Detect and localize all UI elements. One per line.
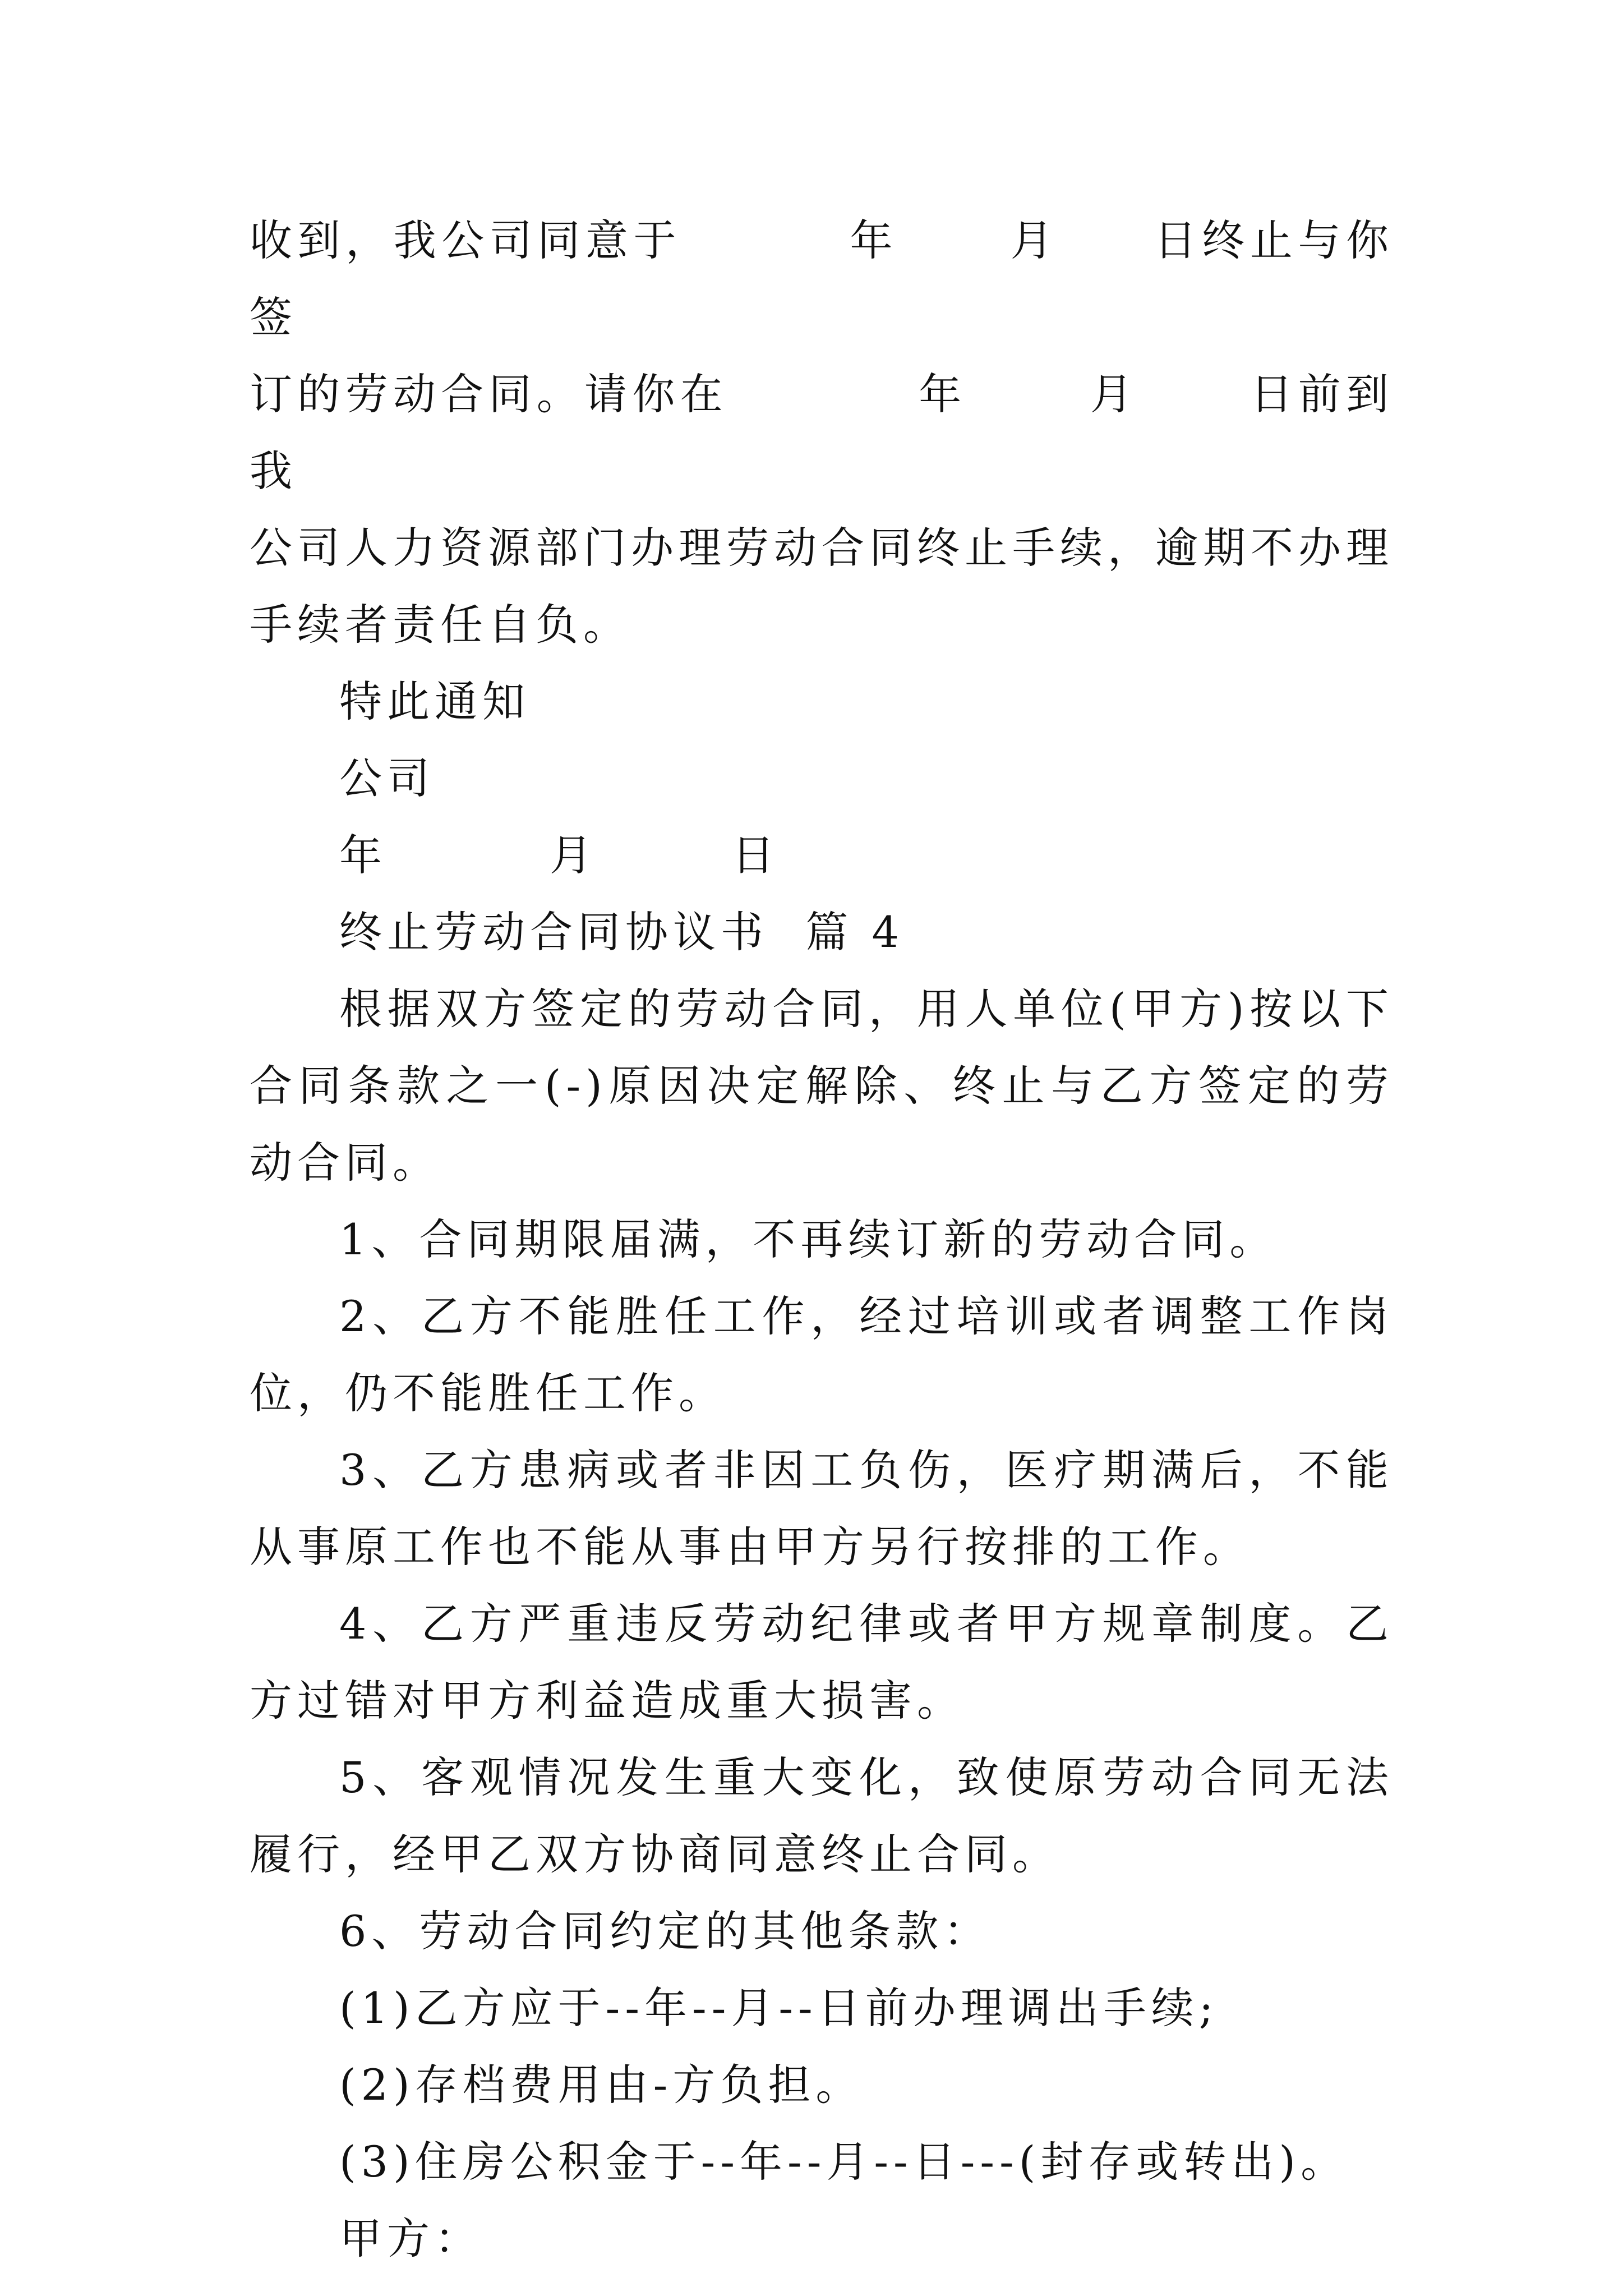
clause-item-6: 6、劳动合同约定的其他条款： — [339, 1906, 992, 1956]
notice-company: 公司 — [339, 753, 435, 803]
clause-item-5: 5、客观情况发生重大变化，致使原劳动合同无法履行，经甲乙双方协商同意终止合同。 — [250, 1752, 1394, 1879]
notice-line2-text: 订的劳动合同。请你在 — [250, 369, 728, 419]
notice-date-line — [250, 817, 1394, 894]
clause-item-4: 4、乙方严重违反劳动纪律或者甲方规章制度。乙方过错对甲方利益造成重大损害。 — [250, 1599, 1394, 1726]
notice-closing: 特此通知 — [339, 677, 530, 726]
sub-item-2: (2)存档费用由-方负担。 — [339, 2060, 864, 2110]
clause-item-1: 1、合同期限届满，不再续订新的劳动合同。 — [339, 1214, 1278, 1264]
clause-item-3: 3、乙方患病或者非因工负伤，医疗期满后，不能从事原工作也不能从事由甲方另行按排的工作。 — [250, 1445, 1394, 1572]
notice-date-month: 月 — [550, 830, 597, 880]
notice-line2-year: 年 — [918, 369, 967, 419]
notice-line1-month: 月 — [1010, 215, 1059, 265]
notice-line1-rest: 日终止与你签 — [250, 215, 1394, 342]
notice-paragraph — [250, 202, 1394, 663]
document-body — [250, 202, 1394, 2277]
notice-line1-year: 年 — [850, 215, 898, 265]
section-title: 终止劳动合同协议书 篇 4 — [339, 907, 904, 957]
clause-item-2: 2、乙方不能胜任工作，经过培训或者调整工作岗位，仍不能胜任工作。 — [250, 1291, 1394, 1418]
intro-paragraph: 根据双方签定的劳动合同，用人单位(甲方)按以下合同条款之一(-)原因决定解除、终止与乙方签定的劳动合同。 — [250, 984, 1394, 1188]
party-a-label: 甲方： — [339, 2214, 482, 2263]
notice-date-day: 日 — [732, 830, 780, 880]
notice-date-year: 年 — [339, 830, 387, 880]
sub-item-3: (3)住房公积金于--年--月--日---(封存或转出)。 — [339, 2137, 1349, 2187]
sub-item-1: (1)乙方应于--年--月--日前办理调出手续; — [339, 1983, 1219, 2033]
notice-line2-month: 月 — [1090, 369, 1138, 419]
notice-line3-text: 公司人力资源部门办理劳动合同终止手续，逾期不办理手续者责任自负。 — [250, 523, 1394, 650]
notice-line2-rest: 日前到我 — [250, 369, 1394, 496]
notice-line1-text: 收到，我公司同意于 — [250, 215, 681, 265]
